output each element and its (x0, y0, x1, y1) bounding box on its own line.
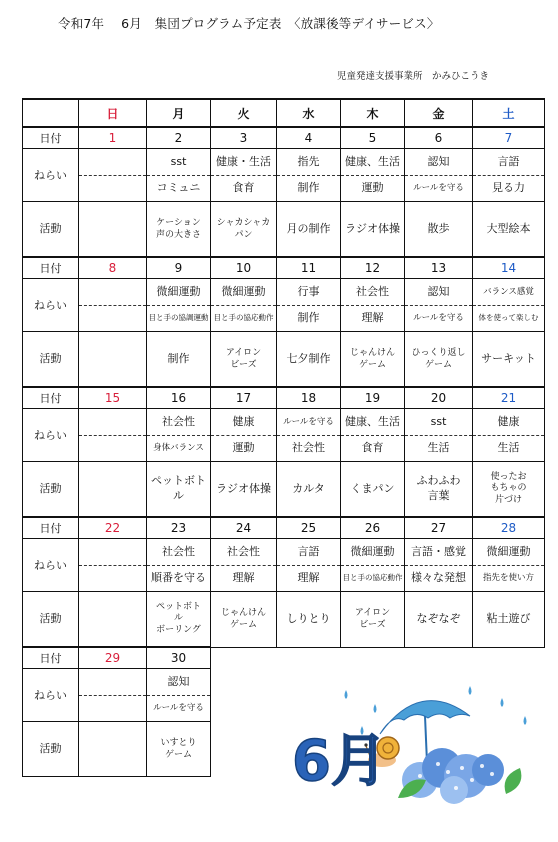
aim-secondary: 様々な発想 (411, 571, 466, 585)
activity-label: 活動 (23, 722, 79, 777)
aim-secondary: 指先を使い方 (482, 572, 534, 583)
date-label: 日付 (23, 257, 79, 279)
date-cell: 19 (341, 387, 405, 409)
aim-secondary (79, 306, 146, 331)
date-cell (405, 647, 473, 669)
date-row (23, 517, 545, 539)
activity-cell (79, 332, 147, 388)
aim-primary: ルールを守る (277, 410, 340, 436)
date-cell: 3 (211, 127, 277, 149)
activity-cell: ラジオ体操 (211, 462, 277, 518)
activity-label: 活動 (23, 202, 79, 258)
aim-primary (79, 280, 146, 306)
aim-cell (473, 409, 545, 462)
activity-cell: 粘土遊び (473, 592, 545, 648)
aim-secondary: 制作 (297, 311, 320, 325)
aim-label: ねらい (23, 669, 79, 722)
aim-secondary: 運動 (232, 441, 255, 455)
activity-cell: ふわふわ 言葉 (405, 462, 473, 518)
activity-cell: 制作 (147, 332, 211, 388)
date-cell: 16 (147, 387, 211, 409)
aim-primary (79, 670, 146, 696)
aim-cell (405, 539, 473, 592)
activity-cell: じゃんけん ゲーム (341, 332, 405, 388)
aim-cell (79, 149, 147, 202)
organization-name: 児童発達支援事業所 かみひこうき (337, 71, 490, 82)
date-label: 日付 (23, 647, 79, 669)
activity-row (23, 332, 545, 388)
date-label: 日付 (23, 517, 79, 539)
aim-cell (211, 279, 277, 332)
aim-primary: 健康、生活 (341, 150, 404, 176)
aim-secondary: 生活 (427, 441, 450, 455)
date-cell: 24 (211, 517, 277, 539)
aim-primary: 健康・生活 (211, 150, 276, 176)
date-cell: 20 (405, 387, 473, 409)
activity-cell: ケーション 声の大きさ (147, 202, 211, 258)
aim-primary: 行事 (277, 280, 340, 306)
activity-cell (79, 462, 147, 518)
date-cell: 1 (79, 127, 147, 149)
date-cell: 2 (147, 127, 211, 149)
activity-cell: ひっくり返し ゲーム (405, 332, 473, 388)
aim-cell (79, 669, 147, 722)
date-cell: 12 (341, 257, 405, 279)
aim-cell (473, 149, 545, 202)
aim-secondary (79, 176, 146, 201)
date-cell: 9 (147, 257, 211, 279)
date-cell: 7 (473, 127, 545, 149)
aim-primary (79, 540, 146, 566)
date-label: 日付 (23, 127, 79, 149)
date-cell: 11 (277, 257, 341, 279)
aim-cell (405, 409, 473, 462)
activity-cell: しりとり (277, 592, 341, 648)
aim-cell (341, 279, 405, 332)
activity-cell: 散歩 (405, 202, 473, 258)
aim-cell (473, 279, 545, 332)
aim-secondary: 目と手の協応動作 (342, 573, 403, 583)
date-cell: 8 (79, 257, 147, 279)
aim-primary: 微細運動 (147, 280, 210, 306)
date-cell: 29 (79, 647, 147, 669)
date-row (23, 647, 545, 669)
aim-cell (277, 539, 341, 592)
aim-secondary: 身体バランス (153, 442, 204, 453)
date-label: 日付 (23, 387, 79, 409)
activity-cell: 大型絵本 (473, 202, 545, 258)
aim-primary: 健康 (473, 410, 544, 436)
date-cell: 26 (341, 517, 405, 539)
aim-primary: 社会性 (147, 410, 210, 436)
aim-cell (147, 279, 211, 332)
aim-primary: 微細運動 (341, 540, 404, 566)
date-cell: 4 (277, 127, 341, 149)
activity-cell: ペットボトル (147, 462, 211, 518)
activity-cell (79, 202, 147, 258)
weekday-4: 木 (341, 99, 405, 127)
aim-primary: 認知 (405, 280, 472, 306)
date-cell: 17 (211, 387, 277, 409)
activity-cell: いすとり ゲーム (147, 722, 211, 777)
aim-secondary: 制作 (297, 181, 320, 195)
aim-secondary: 理解 (361, 311, 384, 325)
activity-cell: カルタ (277, 462, 341, 518)
date-cell: 22 (79, 517, 147, 539)
aim-cell (147, 149, 211, 202)
aim-primary: sst (405, 410, 472, 436)
aim-cell (341, 539, 405, 592)
aim-primary: 社会性 (147, 540, 210, 566)
aim-label: ねらい (23, 539, 79, 592)
date-cell: 6 (405, 127, 473, 149)
hydrangea-icon (402, 748, 504, 804)
weekday-0: 日 (79, 99, 147, 127)
activity-label: 活動 (23, 462, 79, 518)
date-cell: 15 (79, 387, 147, 409)
aim-cell (211, 669, 277, 722)
activity-cell (79, 592, 147, 648)
weekday-3: 水 (277, 99, 341, 127)
aim-primary: 言語 (473, 150, 544, 176)
aim-primary (79, 150, 146, 176)
page-title: 令和7年 6月 集団プログラム予定表 〈放課後等デイサービス〉 (58, 16, 440, 31)
aim-primary: 指先 (277, 150, 340, 176)
aim-label: ねらい (23, 149, 79, 202)
date-cell (341, 647, 405, 669)
weekday-5: 金 (405, 99, 473, 127)
aim-secondary: 理解 (232, 571, 255, 585)
date-cell: 5 (341, 127, 405, 149)
aim-cell (147, 539, 211, 592)
date-row (23, 387, 545, 409)
aim-secondary (79, 696, 146, 721)
aim-secondary: 食育 (361, 441, 384, 455)
aim-primary: 認知 (147, 670, 210, 696)
activity-row (23, 592, 545, 648)
date-cell (277, 647, 341, 669)
activity-cell (211, 722, 277, 777)
activity-row (23, 202, 545, 258)
aim-secondary (79, 436, 146, 461)
aim-cell (405, 149, 473, 202)
aim-primary: 微細運動 (473, 540, 544, 566)
activity-cell: じゃんけん ゲーム (211, 592, 277, 648)
aim-cell (79, 539, 147, 592)
aim-primary: バランス感覚 (473, 280, 544, 306)
date-cell (211, 647, 277, 669)
date-cell: 28 (473, 517, 545, 539)
aim-secondary (79, 566, 146, 591)
aim-primary: 微細運動 (211, 280, 276, 306)
aim-cell (277, 279, 341, 332)
activity-cell (79, 722, 147, 777)
aim-cell (147, 409, 211, 462)
aim-primary: 認知 (405, 150, 472, 176)
activity-cell: くまパン (341, 462, 405, 518)
activity-cell: サーキット (473, 332, 545, 388)
weekday-1: 月 (147, 99, 211, 127)
aim-secondary: 理解 (297, 571, 320, 585)
date-cell: 30 (147, 647, 211, 669)
date-cell: 13 (405, 257, 473, 279)
aim-secondary: 目と手の協応動作 (213, 313, 274, 323)
aim-cell (341, 409, 405, 462)
date-row (23, 127, 545, 149)
aim-label: ねらい (23, 409, 79, 462)
aim-label: ねらい (23, 279, 79, 332)
aim-secondary: コミュニ (156, 181, 201, 195)
aim-row (23, 539, 545, 592)
aim-secondary: 見る力 (492, 181, 525, 195)
activity-row (23, 462, 545, 518)
aim-cell (341, 149, 405, 202)
aim-secondary: ルールを守る (413, 182, 464, 193)
june-illustration (270, 676, 542, 808)
activity-cell: ラジオ体操 (341, 202, 405, 258)
aim-cell (405, 279, 473, 332)
aim-cell (473, 539, 545, 592)
activity-cell: 七夕制作 (277, 332, 341, 388)
activity-cell: 使ったお もちゃの 片づけ (473, 462, 545, 518)
aim-primary: sst (147, 150, 210, 176)
date-cell (473, 647, 545, 669)
date-cell: 14 (473, 257, 545, 279)
aim-cell (277, 409, 341, 462)
aim-cell (211, 539, 277, 592)
date-cell: 10 (211, 257, 277, 279)
activity-cell: アイロン ビーズ (341, 592, 405, 648)
aim-secondary: 体を使って楽しむ (478, 313, 539, 323)
activity-cell: アイロン ビーズ (211, 332, 277, 388)
poster-text: 6月 (292, 729, 387, 794)
aim-primary: 健康、生活 (341, 410, 404, 436)
aim-primary: 言語 (277, 540, 340, 566)
weekday-header-row (23, 99, 545, 127)
date-cell: 25 (277, 517, 341, 539)
activity-cell: シャカシャカ パン (211, 202, 277, 258)
aim-cell (79, 279, 147, 332)
aim-cell (211, 149, 277, 202)
aim-row (23, 409, 545, 462)
activity-label: 活動 (23, 592, 79, 648)
date-cell: 18 (277, 387, 341, 409)
aim-secondary: 社会性 (292, 441, 325, 455)
aim-secondary: ルールを守る (413, 312, 464, 323)
aim-secondary: ルールを守る (153, 702, 204, 713)
activity-label: 活動 (23, 332, 79, 388)
weekday-2: 火 (211, 99, 277, 127)
aim-secondary: 順番を守る (151, 571, 206, 585)
aim-row (23, 279, 545, 332)
aim-primary: 社会性 (211, 540, 276, 566)
date-cell: 21 (473, 387, 545, 409)
header-corner (23, 99, 79, 127)
aim-cell (277, 149, 341, 202)
aim-primary: 言語・感覚 (405, 540, 472, 566)
aim-secondary: 運動 (361, 181, 384, 195)
aim-primary: 社会性 (341, 280, 404, 306)
activity-cell: ペットボト ル ボーリング (147, 592, 211, 648)
aim-cell (211, 409, 277, 462)
aim-secondary: 目と手の協調運動 (148, 313, 209, 323)
date-cell: 23 (147, 517, 211, 539)
weekday-6: 土 (473, 99, 545, 127)
aim-cell (79, 409, 147, 462)
date-row (23, 257, 545, 279)
aim-secondary: 生活 (497, 441, 520, 455)
activity-cell: なぞなぞ (405, 592, 473, 648)
aim-primary (79, 410, 146, 436)
aim-cell (147, 669, 211, 722)
aim-secondary: 食育 (232, 181, 255, 195)
date-cell: 27 (405, 517, 473, 539)
activity-cell: 月の制作 (277, 202, 341, 258)
aim-primary: 健康 (211, 410, 276, 436)
aim-row (23, 149, 545, 202)
